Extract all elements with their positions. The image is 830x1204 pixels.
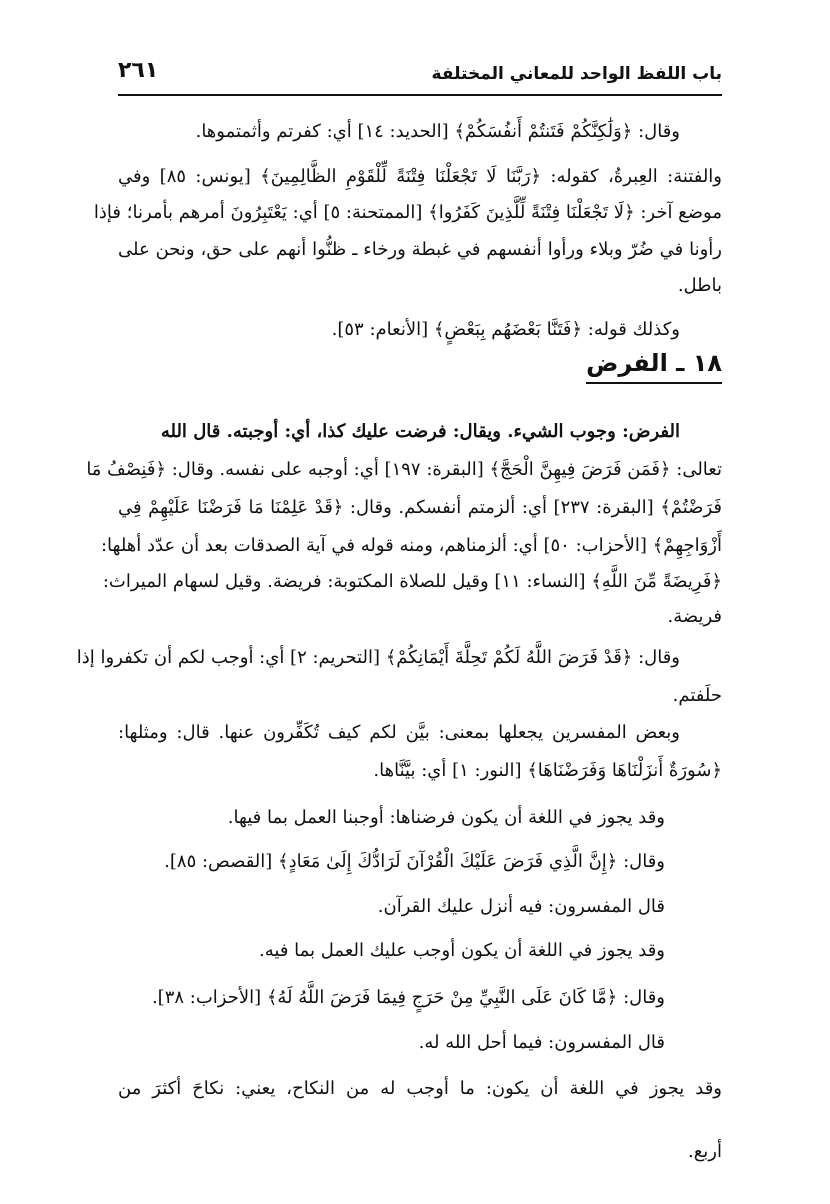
text-line: ﴿فَرِيضَةً مِّنَ اللَّهِ﴾ [النساء: ١١] وقيل للصلاة المكتوبة: فريضة. وقيل لسهام الميراث: xyxy=(102,571,722,592)
text-line: وبعض المفسرين يجعلها بمعنى: بيَّن لكم كيف تُكَفِّرون عنها. قال: ومثلها: xyxy=(118,722,680,743)
text-line: قال المفسرون: فيما أحل الله له. xyxy=(418,1032,665,1053)
text-line: وقد يجوز في اللغة أن يكون أوجب عليك العمل بما فيه. xyxy=(259,940,665,961)
text-line: أَزْوَاجِهِمْ﴾ [الأحزاب: ٥٠] أي: ألزمناهم، ومنه قوله في آية الصدقات بعد أن عدّد أهلها: xyxy=(100,535,722,556)
section-heading: ١٨ ـ الفرض xyxy=(586,346,722,384)
text-line: رأونا في ضُرّ وبلاء ورأوا أنفسهم في غبطة ورخاء ـ ظنُّوا أنهم على حق، ونحن على xyxy=(118,239,722,260)
running-title: باب اللفظ الواحد للمعاني المختلفة xyxy=(431,64,722,84)
text-line: حلَفتم. xyxy=(672,685,722,706)
text-line: وقال: ﴿إِنَّ الَّذِي فَرَضَ عَلَيْكَ الْقُرْآنَ لَرَادُّكَ إِلَىٰ مَعَادٍ﴾ [القصص: ٨٥]. xyxy=(164,851,665,872)
text-line: أربع. xyxy=(687,1141,722,1162)
text-line: وقد يجوز في اللغة أن يكون: ما أوجب له من النكاح، يعني: نكاحَ أكثرَ من xyxy=(118,1078,723,1099)
text-line: وقد يجوز في اللغة أن يكون فرضناها: أوجبنا العمل بما فيها. xyxy=(227,807,665,828)
text-line: ﴿سُورَةٌ أَنزَلْنَاهَا وَفَرَضْنَاهَا﴾ [النور: ١] أي: بيَّنَّاها. xyxy=(373,760,722,781)
text-line: وقال: ﴿قَدْ فَرَضَ اللَّهُ لَكُمْ تَحِلَّةَ أَيْمَانِكُمْ﴾ [التحريم: ٢] أي: أوجب لكم أن تكفروا إذا xyxy=(76,647,680,668)
text-line: فريضة. xyxy=(667,606,722,627)
text-line: وقال: ﴿وَلَٰكِنَّكُمْ فَتَنتُمْ أَنفُسَكُمْ﴾ [الحديد: ١٤] أي: كفرتم وأثمتموها. xyxy=(195,121,680,142)
text-line: باطل. xyxy=(677,275,722,296)
text-line: الفرض: وجوب الشيء. ويقال: فرضت عليك كذا، أي: أوجبته. قال الله xyxy=(160,421,680,442)
page-number: ٢٦١ xyxy=(118,58,159,83)
page-header xyxy=(118,58,722,96)
text-line: تعالى: ﴿فَمَن فَرَضَ فِيهِنَّ الْحَجَّ﴾ [البقرة: ١٩٧] أي: أوجبه على نفسه. وقال: ﴿فَنِصْفُ مَا xyxy=(86,459,722,480)
text-line: موضع آخر: ﴿لَا تَجْعَلْنَا فِتْنَةً لِّلَّذِينَ كَفَرُوا﴾ [الممتحنة: ٥] أي: يَعْتَبِرُونَ أمرهم بأمرنا؛ فإذا xyxy=(93,202,722,223)
text-line: قال المفسرون: فيه أنزل عليك القرآن. xyxy=(377,896,665,917)
text-line: وقال: ﴿مَّا كَانَ عَلَى النَّبِيِّ مِنْ حَرَجٍ فِيمَا فَرَضَ اللَّهُ لَهُ﴾ [الأحزاب: ٣٨]. xyxy=(151,987,665,1008)
text-line: والفتنة: العِبرةُ، كقوله: ﴿رَبَّنَا لَا تَجْعَلْنَا فِتْنَةً لِّلْقَوْمِ الظَّالِمِينَ﴾ [يونس: ٨٥] وفي xyxy=(118,166,722,187)
text-line: وكذلك قوله: ﴿فَتَنَّا بَعْضَهُم بِبَعْضٍ﴾ [الأنعام: ٥٣]. xyxy=(331,319,680,340)
text-line: فَرَضْتُمْ﴾ [البقرة: ٢٣٧] أي: ألزمتم أنفسكم. وقال: ﴿قَدْ عَلِمْنَا مَا فَرَضْنَا عَلَيْهِمْ فِي xyxy=(118,497,722,518)
